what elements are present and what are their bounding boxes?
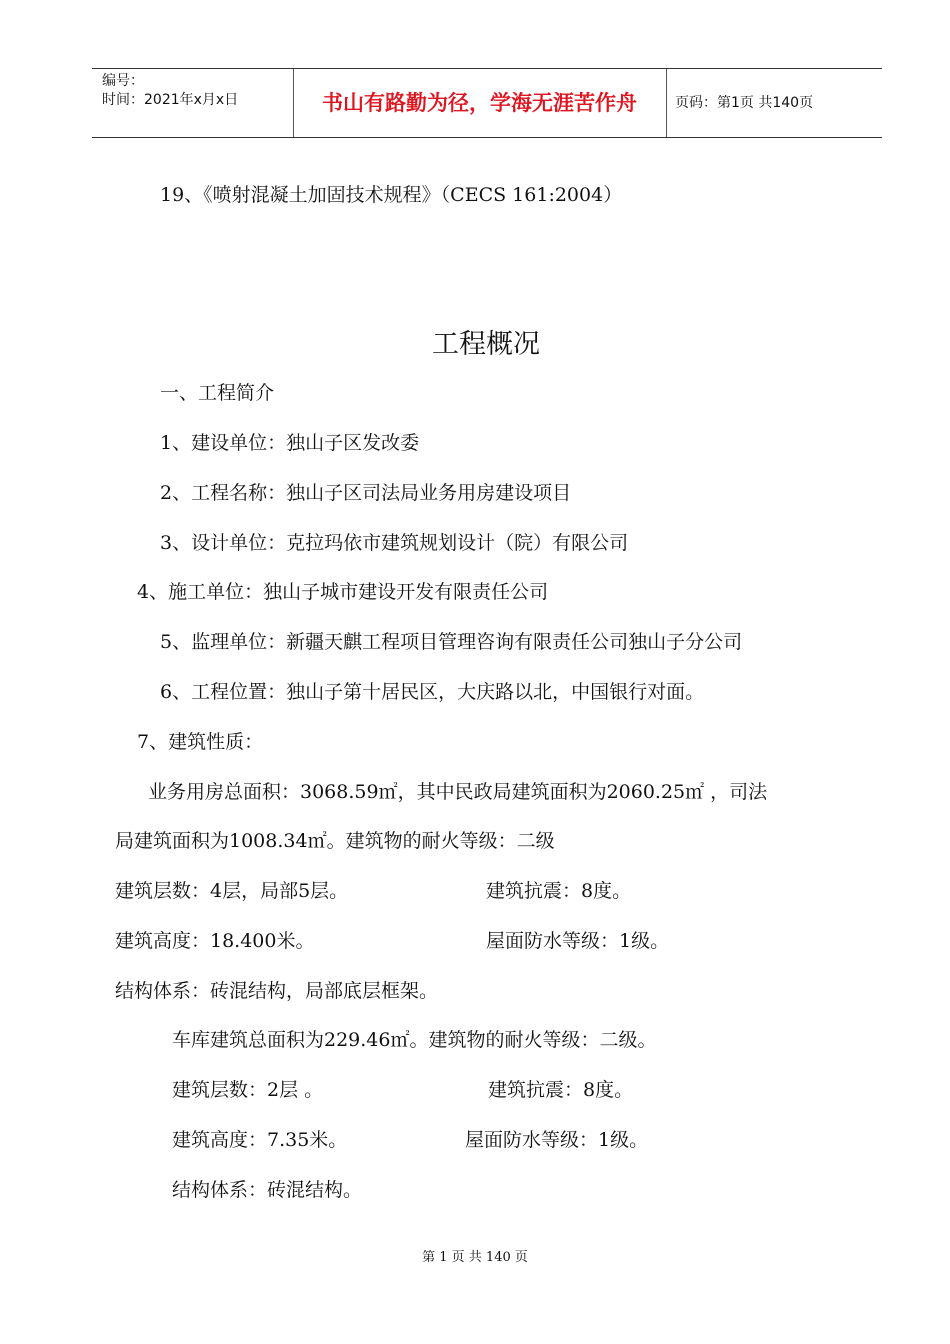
info-item-4: 4、施工单位：独山子城市建设开发有限责任公司 [137,581,549,603]
height-office: 建筑高度：18.400米。 [115,930,315,952]
waterproof-office: 屋面防水等级：1级。 [486,930,670,952]
info-item-7: 7、建筑性质： [137,731,264,753]
header-page-info: 页码：第1页 共140页 [675,95,814,111]
floors-office: 建筑层数：4层，局部5层。 [115,880,349,902]
doc-number-label: 编号： [102,73,144,89]
header-meta [102,72,238,110]
header-divider [666,69,667,137]
page-footer: 第 1 页 共 140 页 [422,1250,528,1265]
seismic-garage: 建筑抗震：8度。 [488,1079,634,1101]
info-item-2: 2、工程名称：独山子区司法局业务用房建设项目 [160,482,572,504]
doc-time-label: 时间：2021年x月x日 [102,92,239,108]
header-motto: 书山有路勤为径，学海无涯苦作舟 [322,91,637,115]
page-header [92,68,882,138]
area-paragraph-line2: 局建筑面积为1008.34㎡。建筑物的耐火等级：二级 [115,830,555,852]
structure-office: 结构体系：砖混结构，局部底层框架。 [115,980,439,1002]
seismic-office: 建筑抗震：8度。 [486,880,632,902]
section-title: 工程概况 [432,329,540,360]
floors-garage: 建筑层数：2层 。 [172,1079,324,1101]
info-item-5: 5、监理单位：新疆天麒工程项目管理咨询有限责任公司独山子分公司 [160,631,743,653]
section-heading: 一、工程简介 [160,382,275,404]
info-item-1: 1、建设单位：独山子区发改委 [160,432,420,454]
garage-area: 车库建筑总面积为229.46㎡。建筑物的耐火等级：二级。 [172,1029,657,1051]
structure-garage: 结构体系：砖混结构。 [172,1179,363,1201]
area-paragraph-line1: 业务用房总面积：3068.59㎡，其中民政局建筑面积为2060.25㎡ ，司法 [148,781,768,803]
height-garage: 建筑高度：7.35米。 [172,1129,348,1151]
info-item-3: 3、设计单位：克拉玛依市建筑规划设计（院）有限公司 [160,532,629,554]
reference-item-19: 19、《喷射混凝土加固技术规程》（CECS 161:2004） [160,184,623,206]
waterproof-garage: 屋面防水等级：1级。 [465,1129,649,1151]
info-item-6: 6、工程位置：独山子第十居民区，大庆路以北，中国银行对面。 [160,681,705,703]
